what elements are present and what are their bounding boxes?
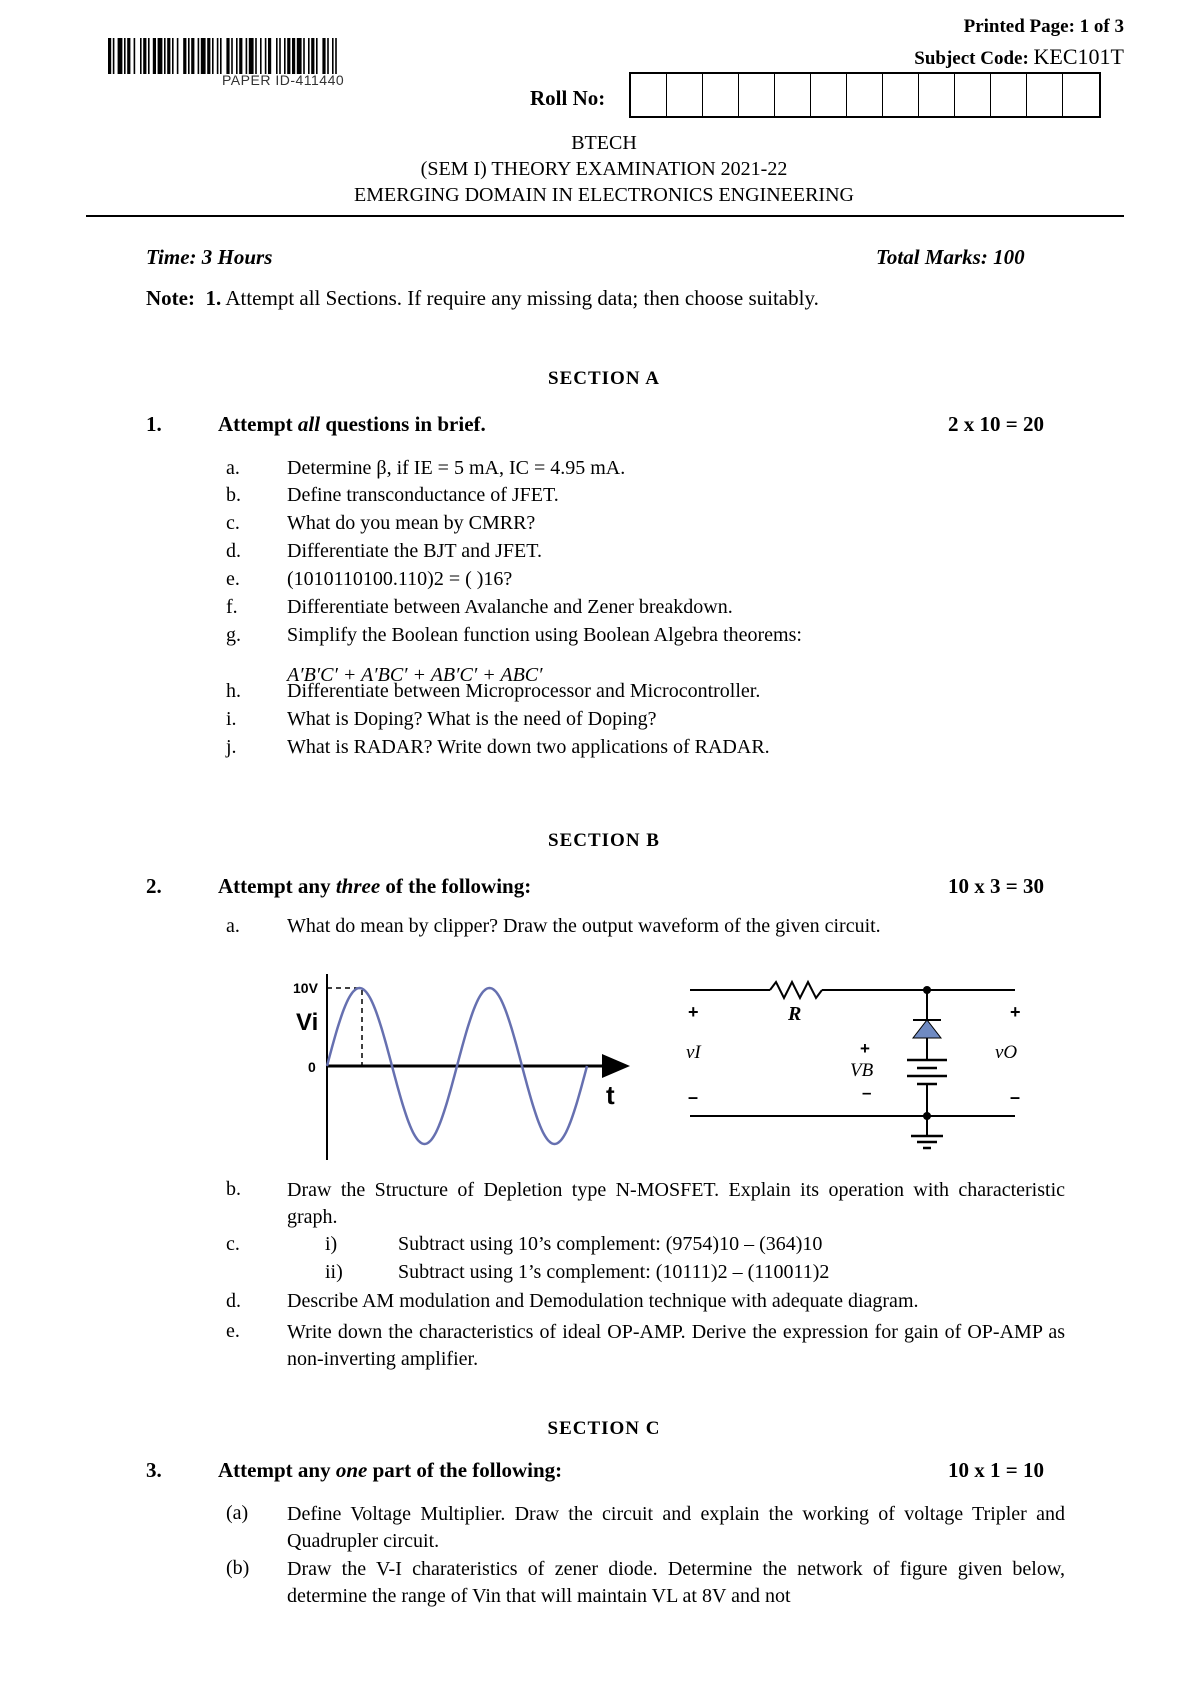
item-label: g. xyxy=(226,624,241,646)
barcode-bar xyxy=(316,38,318,74)
barcode-bar xyxy=(239,38,242,74)
exam-title: (SEM I) THEORY EXAMINATION 2021-22 xyxy=(420,158,788,180)
barcode-bar xyxy=(207,38,210,74)
barcode-bar xyxy=(153,38,156,74)
roll-no-cell[interactable] xyxy=(883,74,919,116)
subitem-text: Subtract using 1’s complement: (10111)2 – (110011)2 xyxy=(398,1261,830,1283)
item-text: Differentiate the BJT and JFET. xyxy=(287,540,542,562)
barcode-bar xyxy=(143,38,146,74)
battery-voltage-label: VB xyxy=(850,1060,874,1081)
barcode-bar xyxy=(276,38,278,74)
question-title xyxy=(218,412,486,437)
roll-no-cell[interactable] xyxy=(1063,74,1099,116)
note-text: Attempt all Sections. If require any missing data; then choose suitably. xyxy=(225,286,819,310)
subitem-label: ii) xyxy=(325,1261,343,1283)
item-label: h. xyxy=(226,680,241,702)
item-text: Differentiate between Avalanche and Zener breakdown. xyxy=(287,596,733,618)
item-label: a. xyxy=(226,457,240,479)
barcode-bar xyxy=(268,38,271,74)
x-axis-arrow-icon xyxy=(602,1054,630,1078)
roll-no-cell[interactable] xyxy=(811,74,847,116)
subject-title: EMERGING DOMAIN IN ELECTRONICS ENGINEERING xyxy=(354,184,854,206)
barcode-bar xyxy=(246,38,248,74)
title-post: part of the following: xyxy=(367,1458,563,1482)
question-number: 3. xyxy=(146,1458,162,1482)
item-text: Differentiate between Microprocessor and Microcontroller. xyxy=(287,680,761,702)
item-label: i. xyxy=(226,708,237,730)
item-text: Draw the V-I charateristics of zener diode. Determine the network of figure given below, determine the range of Vin that will maintain VL at 8V and not xyxy=(287,1558,1065,1607)
barcode-bar xyxy=(220,38,222,74)
roll-no-cell[interactable] xyxy=(955,74,991,116)
section-a-heading: SECTION A xyxy=(548,368,660,389)
barcode-bar xyxy=(287,38,290,74)
roll-no-cell[interactable] xyxy=(775,74,811,116)
barcode-bar xyxy=(124,38,126,74)
barcode-bar xyxy=(201,38,206,74)
barcode-bar xyxy=(249,38,254,74)
input-waveform-figure xyxy=(290,968,630,1163)
roll-no-cell[interactable] xyxy=(739,74,775,116)
wave-axis-label: Vi xyxy=(296,1009,319,1036)
note-num: 1. xyxy=(205,286,222,310)
barcode-bar xyxy=(335,38,337,74)
item-label: (b) xyxy=(226,1557,250,1579)
barcode-bar xyxy=(113,38,115,74)
barcode-bar xyxy=(108,38,111,74)
barcode-bar xyxy=(297,38,302,74)
clipper-circuit-figure xyxy=(670,968,1065,1158)
roll-no-cell[interactable] xyxy=(667,74,703,116)
roll-no-label: Roll No: xyxy=(530,86,606,110)
barcode-bar xyxy=(217,38,219,74)
item-text: Define Voltage Multiplier. Draw the circuit and explain the working of voltage Tripler and Quadrupler circuit. xyxy=(287,1503,1065,1552)
barcode-bar xyxy=(118,38,123,74)
barcode-bar xyxy=(140,38,142,74)
item-label: d. xyxy=(226,540,241,562)
node-dot-bottom xyxy=(923,1112,931,1120)
printed-page: Printed Page: 1 of 3 xyxy=(963,16,1124,37)
node-dot-top xyxy=(923,986,931,994)
barcode-bar xyxy=(158,38,163,74)
item-label: (a) xyxy=(226,1502,249,1524)
barcode-bar xyxy=(191,38,194,74)
note xyxy=(146,286,819,311)
barcode-bar xyxy=(212,38,214,74)
item-text: Define transconductance of JFET. xyxy=(287,484,559,506)
battery-plus: + xyxy=(860,1039,870,1058)
barcode-bar xyxy=(260,38,262,74)
question-marks: 2 x 10 = 20 xyxy=(948,412,1044,436)
title-em: three xyxy=(335,874,381,898)
item-text: (1010110100.110)2 = ( )16? xyxy=(287,568,513,590)
barcode-bar xyxy=(292,38,295,74)
barcode-bar xyxy=(255,38,257,74)
item-label: c. xyxy=(226,512,240,534)
barcode-bar xyxy=(332,38,334,74)
output-voltage-label: vO xyxy=(995,1042,1018,1063)
item-label: f. xyxy=(226,596,238,618)
item-text: Write down the characteristics of ideal OP-AMP. Derive the expression for gain of OP-AMP as non-inverting amplifier. xyxy=(287,1321,1065,1370)
question-marks: 10 x 3 = 30 xyxy=(948,874,1044,898)
roll-no-boxes[interactable] xyxy=(629,72,1101,118)
title-post: questions in brief. xyxy=(320,412,486,436)
boolean-expression: A′B′C′ + A′BC′ + AB′C′ + ABC′ xyxy=(287,664,543,686)
section-b-heading: SECTION B xyxy=(548,830,660,851)
roll-no-cell[interactable] xyxy=(919,74,955,116)
barcode-bar xyxy=(327,38,329,74)
barcode-bar xyxy=(172,38,174,74)
barcode-bar xyxy=(308,38,310,74)
item-label: d. xyxy=(226,1290,241,1312)
output-minus: – xyxy=(1010,1087,1021,1107)
item-text: What do mean by clipper? Draw the output waveform of the given circuit. xyxy=(287,915,881,937)
time-limit: Time: 3 Hours xyxy=(146,245,273,269)
title-post: of the following: xyxy=(380,874,532,898)
title-pre: Attempt any xyxy=(218,874,336,898)
roll-no-cell[interactable] xyxy=(991,74,1027,116)
roll-no-cell[interactable] xyxy=(1027,74,1063,116)
barcode-bar xyxy=(231,38,233,74)
subject-code-label: Subject Code: xyxy=(914,48,1029,69)
barcode-bar xyxy=(183,38,186,74)
item-label: j. xyxy=(226,736,237,758)
barcode-bar xyxy=(322,38,325,74)
item-label: b. xyxy=(226,484,241,506)
barcode-bar xyxy=(236,38,238,74)
question-title xyxy=(218,1458,562,1483)
resistor-label: R xyxy=(788,1003,802,1025)
question-marks: 10 x 1 = 10 xyxy=(948,1458,1044,1482)
barcode-bar xyxy=(164,38,166,74)
header-divider xyxy=(86,215,1124,217)
barcode-bar xyxy=(284,38,286,74)
title-em: one xyxy=(335,1458,368,1482)
barcode-bar xyxy=(303,38,305,74)
resistor xyxy=(770,982,822,998)
zener-diode-icon xyxy=(913,1020,941,1038)
item-text: Draw the Structure of Depletion type N-MOSFET. Explain its operation with characteristic graph. xyxy=(287,1179,1065,1228)
output-plus: + xyxy=(1010,1002,1021,1022)
item-label: e. xyxy=(226,568,240,590)
paper-id: PAPER ID-411440 xyxy=(222,72,345,88)
section-c-heading: SECTION C xyxy=(547,1418,661,1439)
title-em: all xyxy=(297,412,321,436)
barcode-bar xyxy=(127,38,130,74)
subject-code xyxy=(914,44,1124,70)
barcode-bar xyxy=(188,38,190,74)
barcode-bar xyxy=(311,38,314,74)
item-text: What is Doping? What is the need of Doping? xyxy=(287,708,657,730)
item-text: What is RADAR? Write down two applications of RADAR. xyxy=(287,736,770,758)
barcode-bar xyxy=(134,38,136,74)
barcode-bar xyxy=(279,38,281,74)
roll-no-cell[interactable] xyxy=(847,74,883,116)
title-pre: Attempt any xyxy=(218,1458,336,1482)
item-text: Determine β, if IE = 5 mA, IC = 4.95 mA. xyxy=(287,457,626,479)
wave-peak-label: 10V xyxy=(293,980,318,996)
input-voltage-label: vI xyxy=(686,1042,701,1063)
question-number: 2. xyxy=(146,874,162,898)
roll-no-cell[interactable] xyxy=(631,74,667,116)
note-label: Note: xyxy=(146,286,195,310)
total-marks: Total Marks: 100 xyxy=(876,245,1025,269)
barcode-bar xyxy=(167,38,170,74)
subitem-label: i) xyxy=(325,1233,338,1255)
item-label: c. xyxy=(226,1233,240,1255)
course-title: BTECH xyxy=(571,132,637,154)
item-label: b. xyxy=(226,1178,241,1200)
wave-zero-label: 0 xyxy=(308,1059,316,1075)
subitem-text: Subtract using 10’s complement: (9754)10 – (364)10 xyxy=(398,1233,823,1255)
wave-time-label: t xyxy=(606,1080,615,1110)
roll-no-cell[interactable] xyxy=(703,74,739,116)
subject-code-value: KEC101T xyxy=(1033,44,1124,69)
question-title xyxy=(218,874,531,899)
barcode-bar xyxy=(148,38,150,74)
question-number: 1. xyxy=(146,412,162,436)
item-label: a. xyxy=(226,915,240,937)
barcode-bar xyxy=(226,38,229,74)
item-text: What do you mean by CMRR? xyxy=(287,512,536,534)
item-text: Simplify the Boolean function using Boolean Algebra theorems: xyxy=(287,624,802,646)
input-plus: + xyxy=(688,1002,699,1022)
barcode-bar xyxy=(198,38,200,74)
barcode-bar xyxy=(177,38,179,74)
barcode-bar xyxy=(265,38,267,74)
item-text: Describe AM modulation and Demodulation technique with adequate diagram. xyxy=(287,1290,919,1312)
barcode xyxy=(108,38,470,74)
input-minus: – xyxy=(688,1087,699,1107)
item-label: e. xyxy=(226,1320,240,1342)
title-pre: Attempt xyxy=(218,412,298,436)
battery-minus: – xyxy=(862,1083,872,1102)
